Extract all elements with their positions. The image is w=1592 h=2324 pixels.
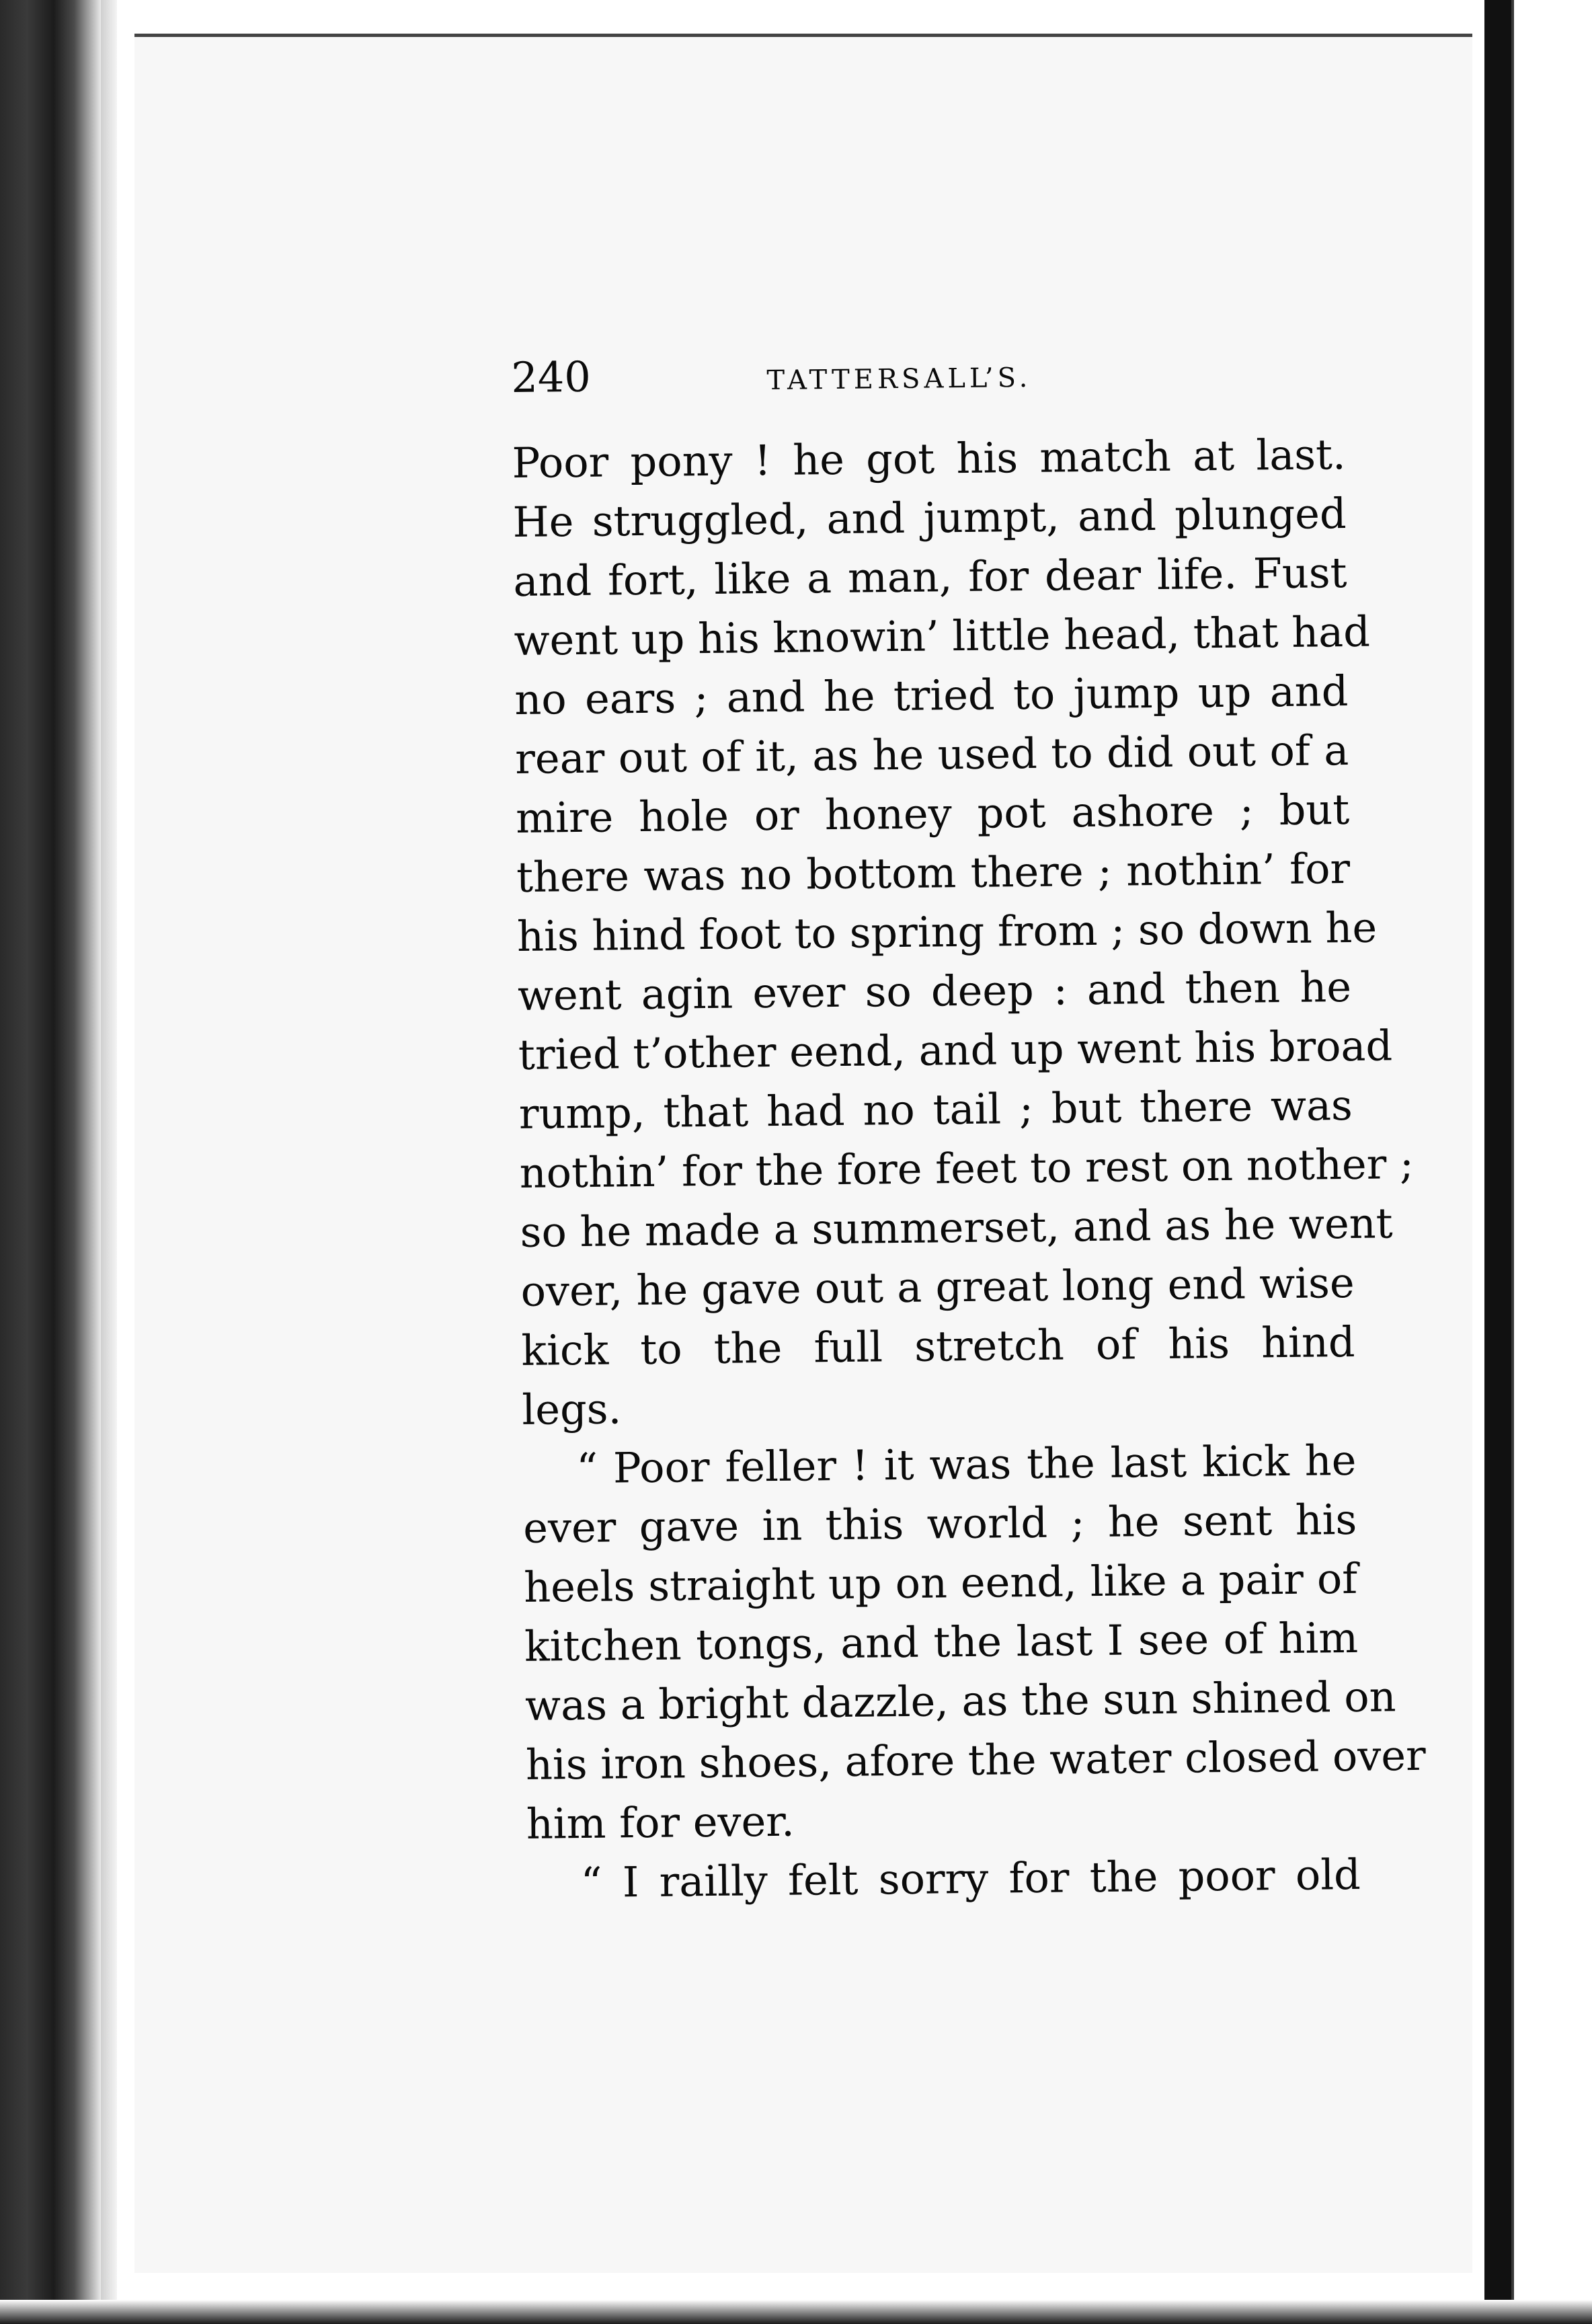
text-line: ever gave in this world ; he sent his [522, 1494, 1357, 1553]
book-spine [0, 0, 101, 2324]
page-number: 240 [511, 352, 592, 402]
text-line: was a bright dazzle, as the sun shined on [524, 1672, 1396, 1730]
text-line: “ I railly felt sorry for the poor old [580, 1849, 1361, 1908]
text-line: tried t’other eend, and up went his broad [518, 1021, 1393, 1079]
text-line: him for ever. [526, 1796, 795, 1849]
bottom-shadow [0, 2300, 1592, 2324]
text-line: kitchen tongs, and the last I see of him [524, 1613, 1359, 1671]
text-line: there was no bottom there ; nothin’ for [516, 843, 1351, 902]
cover-edge [1484, 0, 1511, 2324]
running-head [511, 344, 1345, 434]
right-margin [1511, 0, 1592, 2324]
text-block [511, 344, 1426, 1913]
text-line: over, he gave out a great long end wise [520, 1257, 1355, 1316]
text-line: went up his knowin’ little head, that had [514, 607, 1371, 665]
text-line: so he made a summerset, and as he went [520, 1198, 1393, 1257]
text-line: “ Poor feller ! it was the last kick he [575, 1435, 1357, 1494]
book-page [134, 34, 1472, 2273]
text-line: went agin ever so deep : and then he [517, 962, 1352, 1020]
text-line: his iron shoes, afore the water closed over [525, 1730, 1426, 1789]
text-line: no ears ; and he tried to jump up and [514, 666, 1349, 724]
running-title: TATTERSALL’S. [766, 362, 1032, 397]
text-line: legs. [522, 1384, 622, 1434]
text-line: nothin’ for the fore feet to rest on nother ; [519, 1139, 1415, 1198]
text-line: and fort, like a man, for dear life. Fust [513, 547, 1347, 606]
text-line: Poor pony ! he got his match at last. [512, 430, 1347, 488]
text-line: heels straight up on eend, like a pair of [523, 1553, 1358, 1612]
text-line: He struggled, and jumpt, and plunged [512, 489, 1347, 547]
text-line: kick to the full stretch of his hind [521, 1317, 1355, 1375]
text-line: rear out of it, as he used to did out of a [514, 725, 1349, 783]
text-line: rump, that had no tail ; but there was [518, 1080, 1353, 1138]
text-line: mire hole or honey pot ashore ; but [515, 784, 1350, 843]
page-edges [101, 0, 117, 2324]
text-line: his hind foot to spring from ; so down he [516, 902, 1378, 961]
